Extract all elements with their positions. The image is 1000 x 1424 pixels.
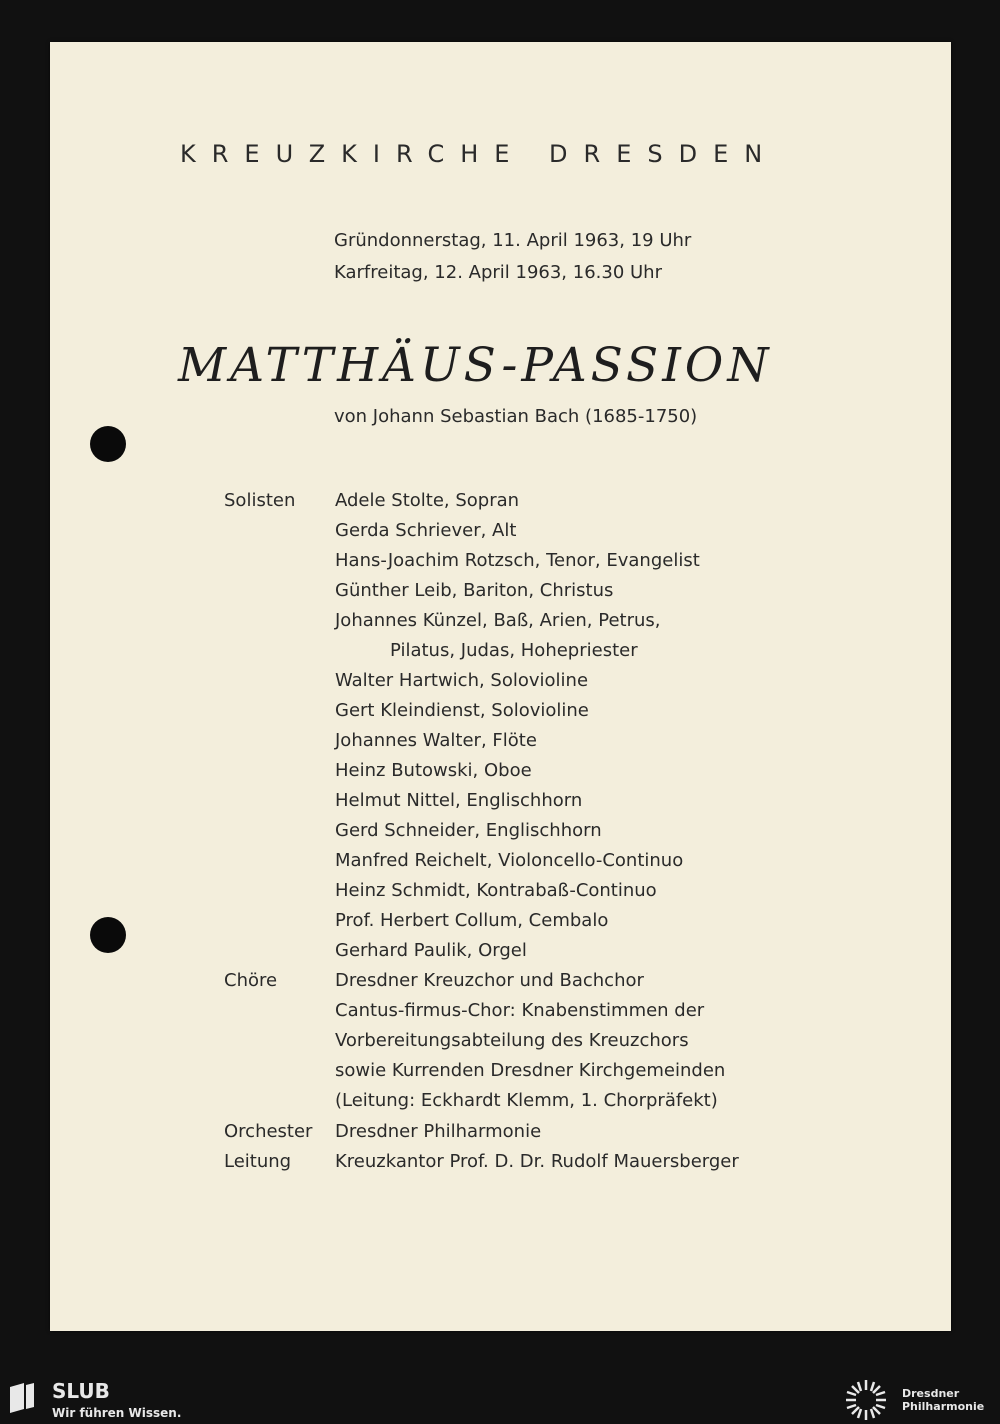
composer-line: von Johann Sebastian Bach (1685-1750)	[334, 406, 698, 427]
cast-line: Prof. Herbert Collum, Cembalo	[335, 910, 609, 931]
choir-line: Cantus-firmus-Chor: Knabenstimmen der	[335, 1000, 705, 1021]
choir-line: (Leitung: Eckhardt Klemm, 1. Chorpräfekt)	[335, 1090, 718, 1111]
date-line-2: Karfreitag, 12. April 1963, 16.30 Uhr	[334, 262, 662, 283]
section-label-leitung: Leitung	[224, 1151, 292, 1172]
slub-name: SLUB	[52, 1379, 110, 1403]
slub-logo-icon	[8, 1383, 36, 1413]
philharmonie-name-line-2: Philharmonie	[902, 1400, 985, 1413]
cast-line: Gerhard Paulik, Orgel	[335, 940, 527, 961]
philharmonie-logo-icon	[843, 1378, 889, 1422]
date-line-1: Gründonnerstag, 11. April 1963, 19 Uhr	[334, 230, 692, 251]
program-sheet	[50, 42, 951, 1331]
cast-line: Johannes Walter, Flöte	[335, 730, 537, 751]
cast-line: Gerd Schneider, Englischhorn	[335, 820, 602, 841]
section-label-orchester: Orchester	[224, 1121, 313, 1142]
cast-line: Hans-Joachim Rotzsch, Tenor, Evangelist	[335, 550, 700, 571]
footer-bar	[0, 1375, 1000, 1424]
cast-line: Manfred Reichelt, Violoncello-Continuo	[335, 850, 684, 871]
cast-line: Heinz Butowski, Oboe	[335, 760, 532, 781]
cast-line: Gerda Schriever, Alt	[335, 520, 517, 541]
philharmonie-name	[902, 1387, 984, 1413]
venue-heading: KREUZKIRCHE DRESDEN	[180, 140, 779, 168]
section-label-solisten: Solisten	[224, 490, 296, 511]
philharmonie-name-line-1: Dresdner	[902, 1387, 960, 1400]
cast-line: Walter Hartwich, Solovioline	[335, 670, 589, 691]
orchestra-line: Dresdner Philharmonie	[335, 1121, 542, 1142]
cast-line: Heinz Schmidt, Kontrabaß-Continuo	[335, 880, 657, 901]
cast-line-continued: Pilatus, Judas, Hohepriester	[390, 640, 638, 661]
choir-line: Dresdner Kreuzchor und Bachchor	[335, 970, 644, 991]
cast-line: Gert Kleindienst, Solovioline	[335, 700, 589, 721]
punch-hole-top	[90, 426, 126, 462]
section-label-choere: Chöre	[224, 970, 278, 991]
choir-line: Vorbereitungsabteilung des Kreuzchors	[335, 1030, 689, 1051]
work-title: MATTHÄUS-PASSION	[178, 338, 773, 393]
cast-line: Adele Stolte, Sopran	[335, 490, 520, 511]
cast-line: Günther Leib, Bariton, Christus	[335, 580, 614, 601]
cast-line: Helmut Nittel, Englischhorn	[335, 790, 583, 811]
choir-line: sowie Kurrenden Dresdner Kirchgemeinden	[335, 1060, 726, 1081]
conductor-line: Kreuzkantor Prof. D. Dr. Rudolf Mauersberger	[335, 1151, 739, 1172]
slub-tagline: Wir führen Wissen.	[52, 1406, 182, 1420]
cast-line: Johannes Künzel, Baß, Arien, Petrus,	[335, 610, 661, 631]
punch-hole-bottom	[90, 917, 126, 953]
